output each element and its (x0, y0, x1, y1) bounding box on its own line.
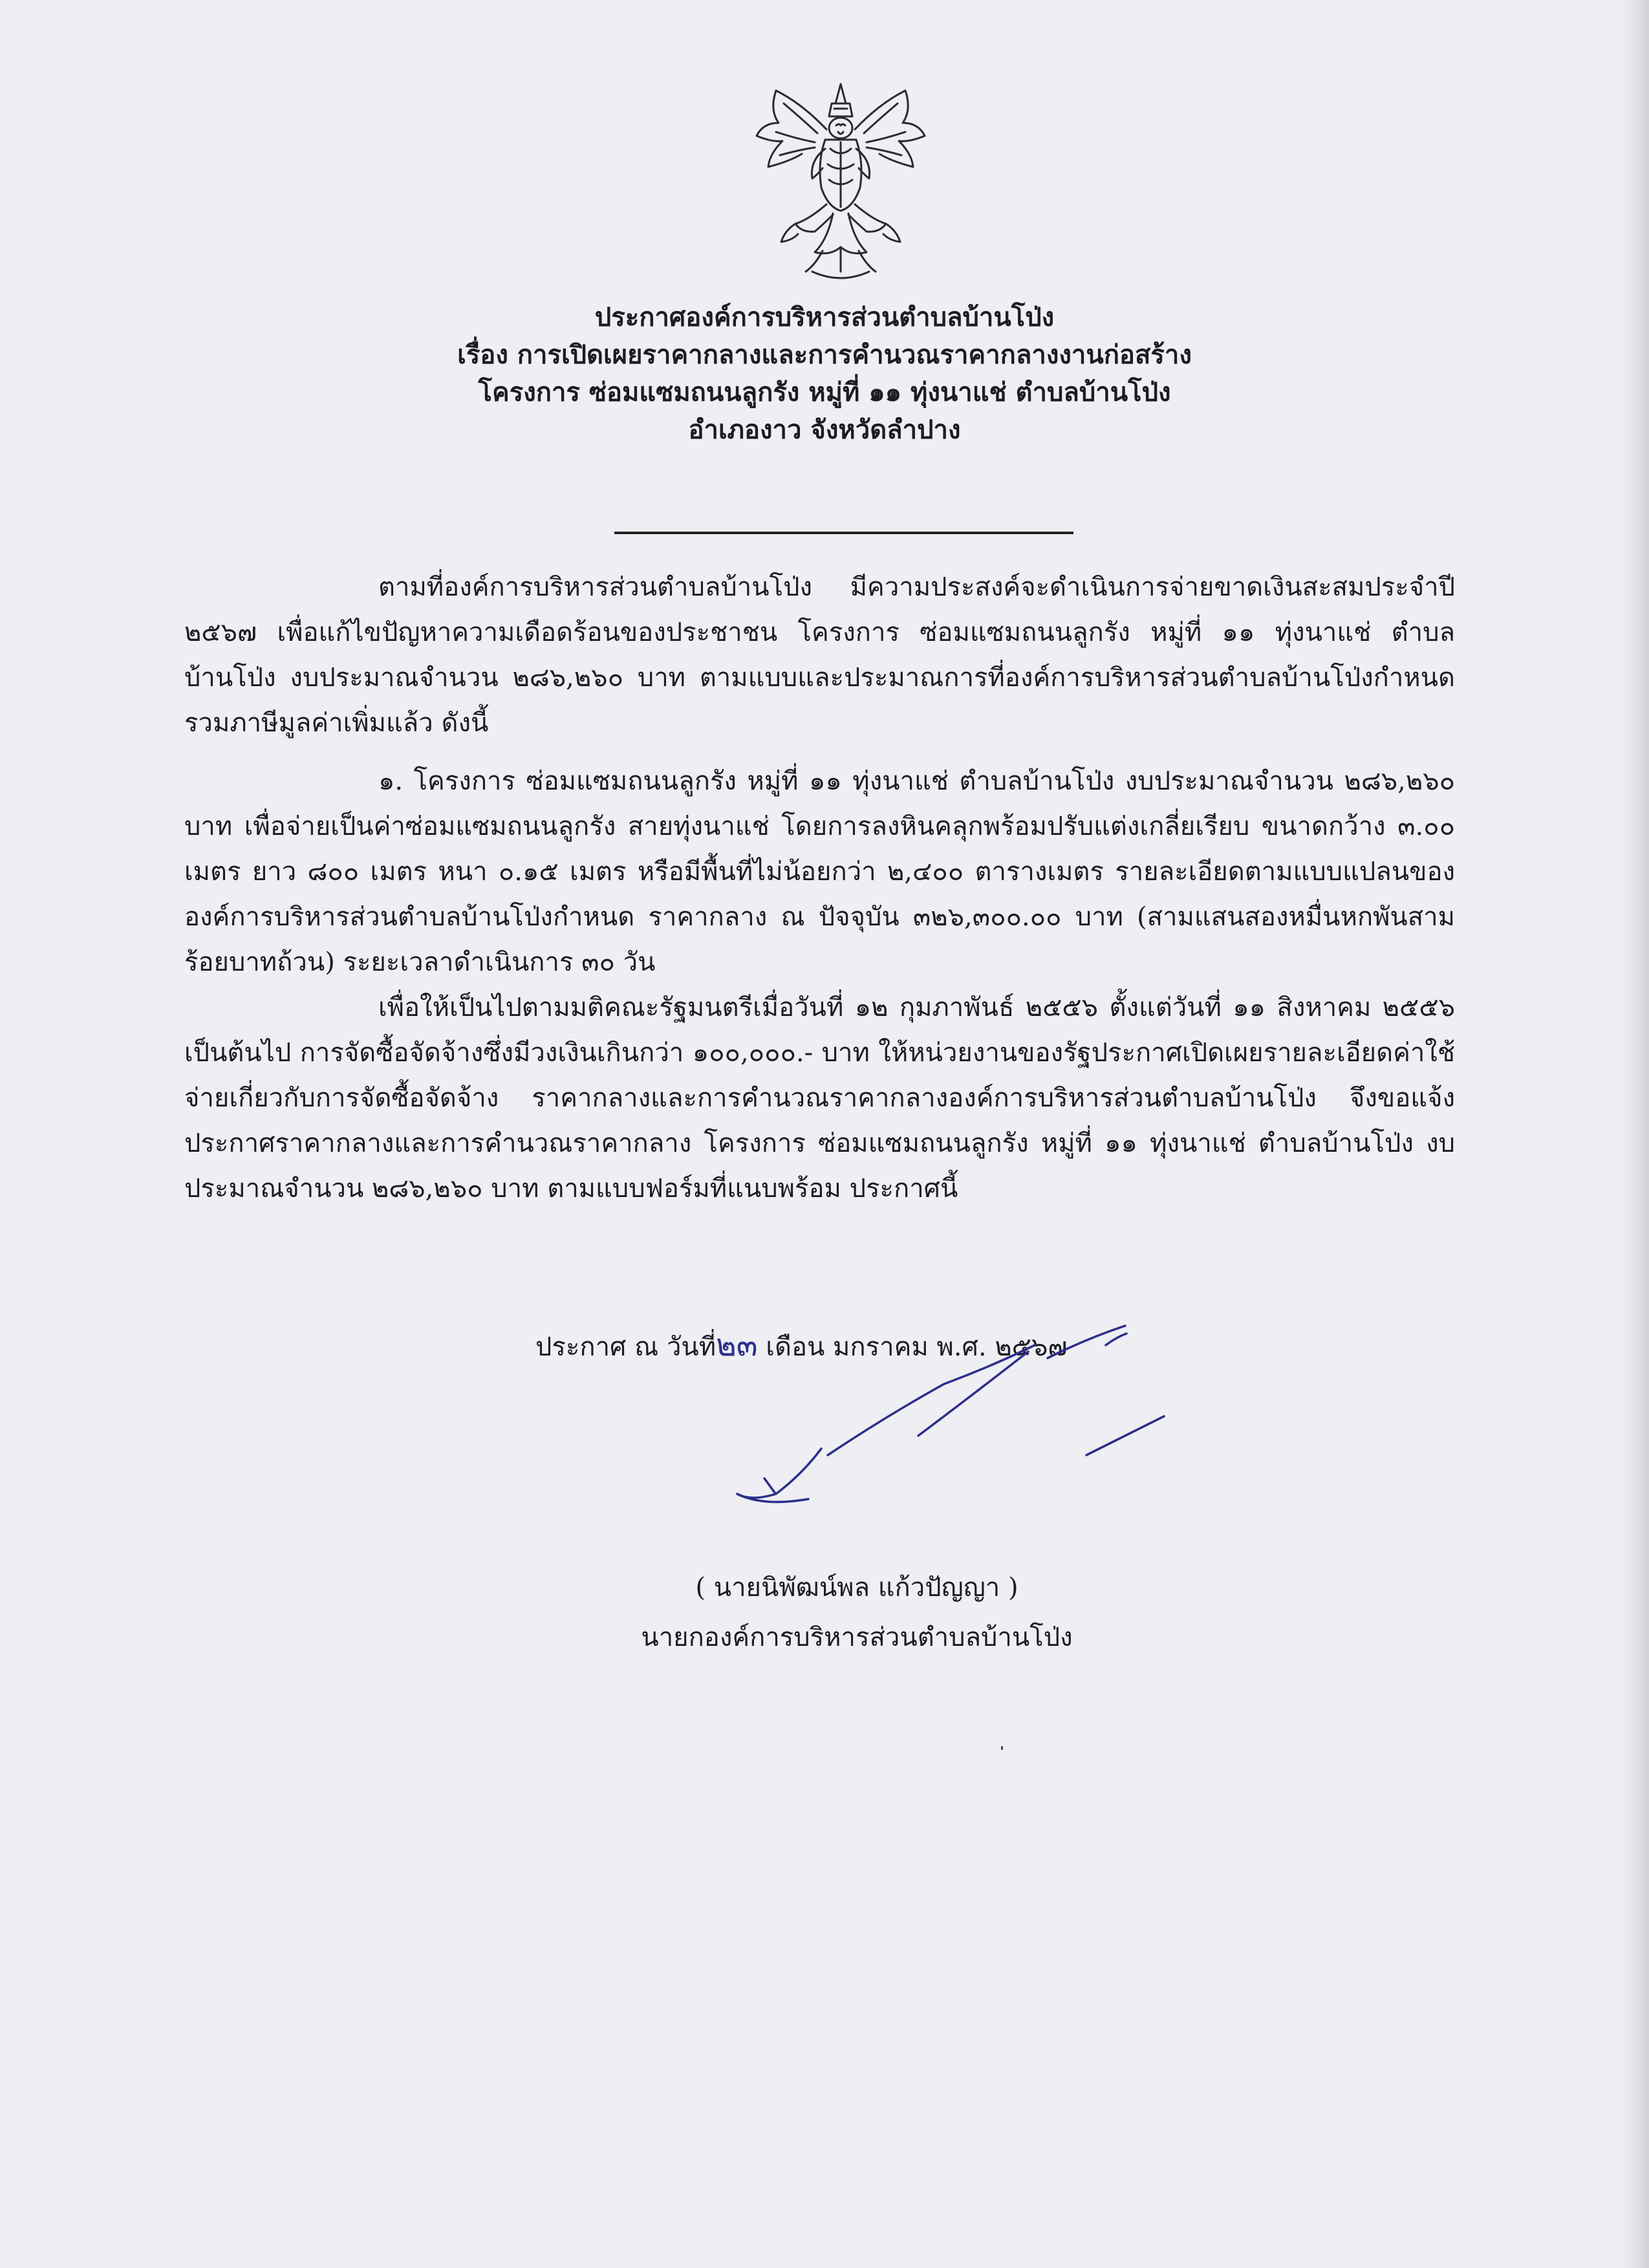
heading-subject: เรื่อง การเปิดเผยราคากลางและการคำนวณราคากลางงานก่อสร้าง (457, 340, 1192, 370)
announcement-heading (194, 299, 1455, 449)
heading-divider (614, 532, 1073, 534)
garuda-emblem-icon (750, 78, 931, 297)
announcement-body (184, 565, 1455, 1211)
date-day-handwritten: ๒๓ (716, 1327, 758, 1363)
heading-project: โครงการ ซ่อมแซมถนนลูกรัง หมู่ที่ ๑๑ ทุ่งนาแช่ ตำบลบ้านโป่ง (478, 378, 1171, 407)
page-edge-shadow (1623, 0, 1649, 2268)
body-paragraph-intro: ตามที่องค์การบริหารส่วนตำบลบ้านโป่ง มีความประสงค์จะดำเนินการจ่ายขาดเงินสะสมประจำปี ๒๕๖๗ เพื่อแก้ไขปัญหาความเดือดร้อนของประชาชน โครงการ ซ่อมแซมถนนลูกรัง หมู่ที่ ๑๑ ทุ่งนาแช่ ตำบลบ้านโป่ง งบประมาณจำนวน ๒๘๖,๒๖๐ บาท ตามแบบและประมาณการที่องค์การบริหารส่วนตำบลบ้านโป่งกำหนด รวมภาษีมูลค่าเพิ่มแล้ว ดังนี้ (184, 572, 1455, 738)
signer-title: นายกองค์การบริหารส่วนตำบลบ้านโป่ง (641, 1623, 1073, 1652)
body-paragraph-resolution: เพื่อให้เป็นไปตามมติคณะรัฐมนตรีเมื่อวันที่ ๑๒ กุมภาพันธ์ ๒๕๕๖ ตั้งแต่วันที่ ๑๑ สิงหาคม ๒๕๕๖ เป็นต้นไป การจัดซื้อจัดจ้างซึ่งมีวงเงินเกินกว่า ๑๐๐,๐๐๐.- บาท ให้หน่วยงานของรัฐประกาศเปิดเผยรายละเอียดค่าใช้จ่ายเกี่ยวกับการจัดซื้อจัดจ้าง ราคากลางและการคำนวณราคากลางองค์การบริหารส่วนตำบลบ้านโป่ง จึงขอแจ้งประกาศราคากลางและการคำนวณราคากลาง โครงการ ซ่อมแซมถนนลูกรัง หมู่ที่ ๑๑ ทุ่งนาแช่ ตำบลบ้านโป่ง งบประมาณจำนวน ๒๘๖,๒๖๐ บาท ตามแบบฟอร์มที่แนบพร้อม ประกาศนี้ (184, 993, 1455, 1204)
date-month-year: เดือน มกราคม พ.ศ. ๒๕๖๗ (757, 1332, 1068, 1362)
heading-district: อำเภองาว จังหวัดลำปาง (688, 415, 961, 445)
signer-name: ( นายนิพัฒน์พล แก้วปัญญา ) (695, 1573, 1018, 1603)
heading-organization: ประกาศองค์การบริหารส่วนตำบลบ้านโป่ง (594, 303, 1055, 332)
handwritten-signature (724, 1319, 1242, 1513)
paper-speck (1001, 1746, 1003, 1750)
body-paragraph-project: ๑. โครงการ ซ่อมแซมถนนลูกรัง หมู่ที่ ๑๑ ทุ่งนาแช่ ตำบลบ้านโป่ง งบประมาณจำนวน ๒๘๖,๒๖๐ บาท เพื่อจ่ายเป็นค่าซ่อมแซมถนนลูกรัง สายทุ่งนาแช่ โดยการลงหินคลุกพร้อมปรับแต่งเกลี่ยเรียบ ขนาดกว้าง ๓.๐๐ เมตร ยาว ๘๐๐ เมตร หนา ๐.๑๕ เมตร หรือมีพื้นที่ไม่น้อยกว่า ๒,๔๐๐ ตารางเมตร รายละเอียดตามแบบแปลนขององค์การบริหารส่วนตำบลบ้านโป่งกำหนด ราคากลาง ณ ปัจจุบัน ๓๒๖,๓๐๐.๐๐ บาท (สามแสนสองหมื่นหกพันสามร้อยบาทถ้วน) ระยะเวลาดำเนินการ ๓๐ วัน (184, 766, 1455, 977)
date-prefix: ประกาศ ณ วันที่ (535, 1332, 717, 1362)
